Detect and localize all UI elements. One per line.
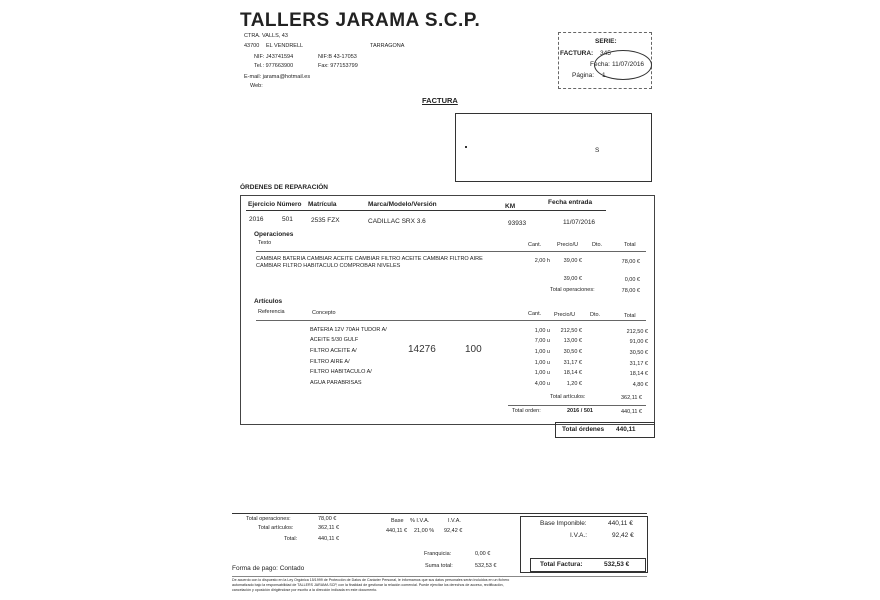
orders-header-rule — [246, 210, 606, 211]
operations-texto-label: Texto — [258, 240, 272, 246]
art4-concepto: FILTRO AIRE A/ — [310, 359, 350, 365]
orden-total-label: Total orden: — [512, 408, 541, 414]
company-nif: NIF: J43741594 — [254, 54, 294, 60]
op-cant: 2,00 h — [534, 258, 550, 264]
art5-precio: 18,14 € — [563, 370, 582, 376]
orden-rule — [508, 405, 646, 406]
operations-total-value: 78,00 € — [621, 288, 640, 294]
op2-precio: 39,00 € — [563, 276, 582, 282]
footer-top-rule — [232, 513, 647, 514]
op-text-line1: CAMBIAR BATERIA CAMBIAR ACEITE CAMBIAR FILTRO ACEITE CAMBIAR FILTRO AIRE — [256, 256, 483, 262]
op-total: 78,00 € — [621, 259, 640, 265]
col-km: KM — [505, 203, 516, 210]
art6-concepto: AGUA PARABRISAS — [310, 380, 362, 386]
company-street: CTRA. VALLS, 43 — [244, 33, 288, 39]
fecha-label: Fecha: — [590, 61, 610, 68]
art5-cant: 1,00 u — [534, 370, 550, 376]
col-fecha-entrada: Fecha entrada — [548, 199, 593, 206]
art6-precio: 1,20 € — [566, 381, 582, 387]
forma-pago: Forma de pago: Contado — [232, 565, 305, 572]
art2-cant: 7,00 u — [534, 338, 550, 344]
tax-head-iva: I.V.A. — [448, 518, 461, 524]
legal-line-3: cancelación y oposición dirigiéndose por escrito a la dirección indicada en este documento. — [232, 588, 378, 592]
articles-total-label: Total artículos: — [550, 394, 586, 400]
operations-rule — [256, 251, 646, 252]
op-col-cant: Cant. — [528, 242, 542, 248]
factura-label: FACTURA: — [560, 50, 594, 57]
order-matricula: 2535 FZX — [311, 217, 340, 224]
company-nifb: NIF:B 43-17053 — [318, 54, 357, 60]
col-marca: Marca/Modelo/Versión — [368, 201, 437, 208]
op-precio: 39,00 € — [563, 258, 582, 264]
iva-label: I.V.A.: — [570, 532, 588, 539]
overlay-number-b: 100 — [465, 344, 482, 355]
art5-total: 18,14 € — [629, 371, 648, 377]
total-factura-value: 532,53 € — [604, 561, 630, 568]
suma-value: 532,53 € — [475, 563, 497, 569]
art3-precio: 30,50 € — [563, 349, 582, 355]
articles-title: Artículos — [254, 298, 283, 305]
art-col-dto: Dto. — [590, 312, 601, 318]
footer-ops-label: Total operaciones: — [246, 516, 291, 522]
col-matricula: Matrícula — [308, 201, 337, 208]
legal-line-1: De acuerdo con lo dispuesto en la Ley Orgánica 15/1999 de Protección de Datos de Carácter Personal, le informamos que sus datos personales serán incluidos en un fichero — [232, 578, 510, 582]
articles-rule — [256, 320, 646, 321]
serie-label: SERIE: — [595, 38, 617, 45]
company-fax: Fax: 977153799 — [318, 63, 358, 69]
tax-head-base: Base — [391, 518, 404, 524]
op-text-line2: CAMBIAR FILTRO HABITACULO COMPROBAR NIVELES — [256, 263, 401, 269]
op-col-total: Total — [624, 242, 636, 248]
fecha-value: 11/07/2016 — [612, 61, 645, 68]
client-mark: S — [595, 147, 600, 154]
doc-title: FACTURA — [422, 96, 458, 105]
art3-total: 30,50 € — [629, 350, 648, 356]
op-col-precio: Precio/U — [557, 242, 579, 248]
footer-total-value: 440,11 € — [318, 536, 340, 542]
tax-base: 440,11 € — [386, 528, 408, 534]
client-dot — [465, 146, 467, 148]
art-col-concepto: Concepto — [312, 310, 336, 316]
art2-total: 91,00 € — [629, 339, 648, 345]
order-numero: 501 — [282, 216, 293, 223]
orders-frame — [240, 195, 655, 425]
pagina-label: Página: — [572, 72, 595, 79]
iva-value: 92,42 € — [612, 532, 634, 539]
footer-art-value: 362,11 € — [318, 525, 340, 531]
art4-precio: 31,17 € — [563, 360, 582, 366]
suma-label: Suma total: — [425, 563, 453, 569]
art-col-ref: Referencia — [258, 309, 285, 315]
company-web: Web: — [250, 83, 263, 89]
art2-precio: 13,00 € — [563, 338, 582, 344]
base-imponible-value: 440,11 € — [608, 520, 633, 527]
footer-art-label: Total artículos: — [258, 525, 294, 531]
orden-ref: 2016 / 501 — [567, 408, 593, 414]
franquicia-value: 0,00 € — [475, 551, 491, 557]
op2-total: 0,00 € — [624, 277, 640, 283]
tax-iva: 92,42 € — [444, 528, 463, 534]
tax-iva-pct: 21,00 % — [414, 528, 435, 534]
art5-concepto: FILTRO HABITACULO A/ — [310, 369, 372, 375]
art1-cant: 1,00 u — [534, 328, 550, 334]
franquicia-label: Franquicia: — [424, 551, 452, 557]
client-box — [455, 113, 652, 182]
total-ordenes-value: 440,11 — [616, 426, 636, 433]
col-ejercicio-numero: Ejercicio Número — [248, 201, 302, 208]
operations-title: Operaciones — [254, 231, 294, 238]
company-tel: Tel.: 977663900 — [254, 63, 294, 69]
footer-total-label: Total: — [284, 536, 298, 542]
order-ejercicio: 2016 — [249, 216, 264, 223]
art1-precio: 212,50 € — [560, 328, 582, 334]
base-imponible-label: Base Imponible: — [540, 520, 587, 527]
order-marca: CADILLAC SRX 3.6 — [368, 218, 426, 225]
tax-head-iva-pct: % I.V.A. — [410, 518, 430, 524]
pagina-value: 1 — [602, 72, 606, 79]
order-fecha: 11/07/2016 — [563, 219, 596, 226]
company-email: E-mail: jarama@hotmail.es — [244, 74, 311, 80]
art3-cant: 1,00 u — [534, 349, 550, 355]
footer-ops-value: 78,00 € — [318, 516, 337, 522]
company-province: TARRAGONA — [370, 43, 405, 49]
art6-cant: 4,00 u — [534, 381, 550, 387]
art2-concepto: ACEITE 5/30 GULF — [310, 337, 359, 343]
art-col-total: Total — [624, 313, 636, 319]
art1-concepto: BATERIA 12V 70AH TUDOR A/ — [310, 327, 387, 333]
orden-total-value: 440,11 € — [620, 409, 642, 415]
operations-total-label: Total operaciones: — [550, 287, 595, 293]
art6-total: 4,80 € — [632, 382, 648, 388]
footer-bottom-rule — [232, 576, 647, 577]
legal-line-2: automatizado bajo la responsabilidad de TALLERS JARAMA SCP, con la finalidad de gestionar la relación comercial. Puede ejercitar los derechos de acceso, rectificación, — [232, 583, 504, 587]
overlay-number-a: 14276 — [408, 344, 436, 355]
art-col-precio: Precio/U — [554, 312, 576, 318]
op-col-dto: Dto. — [592, 242, 603, 248]
company-zip: 43700 — [244, 43, 260, 49]
art3-concepto: FILTRO ACEITE A/ — [310, 348, 357, 354]
orders-section-title: ÓRDENES DE REPARACIÓN — [240, 184, 329, 191]
art-col-cant: Cant. — [528, 311, 542, 317]
factura-number: 345 — [600, 50, 611, 57]
total-factura-label: Total Factura: — [540, 561, 583, 568]
company-city: EL VENDRELL — [266, 43, 304, 49]
total-ordenes-label: Total órdenes — [562, 426, 605, 433]
articles-total-value: 362,11 € — [620, 395, 642, 401]
art1-total: 212,50 € — [626, 329, 648, 335]
art4-total: 31,17 € — [629, 361, 648, 367]
company-name: TALLERS JARAMA S.C.P. — [240, 10, 481, 31]
art4-cant: 1,00 u — [534, 360, 550, 366]
order-km: 93933 — [508, 220, 527, 227]
